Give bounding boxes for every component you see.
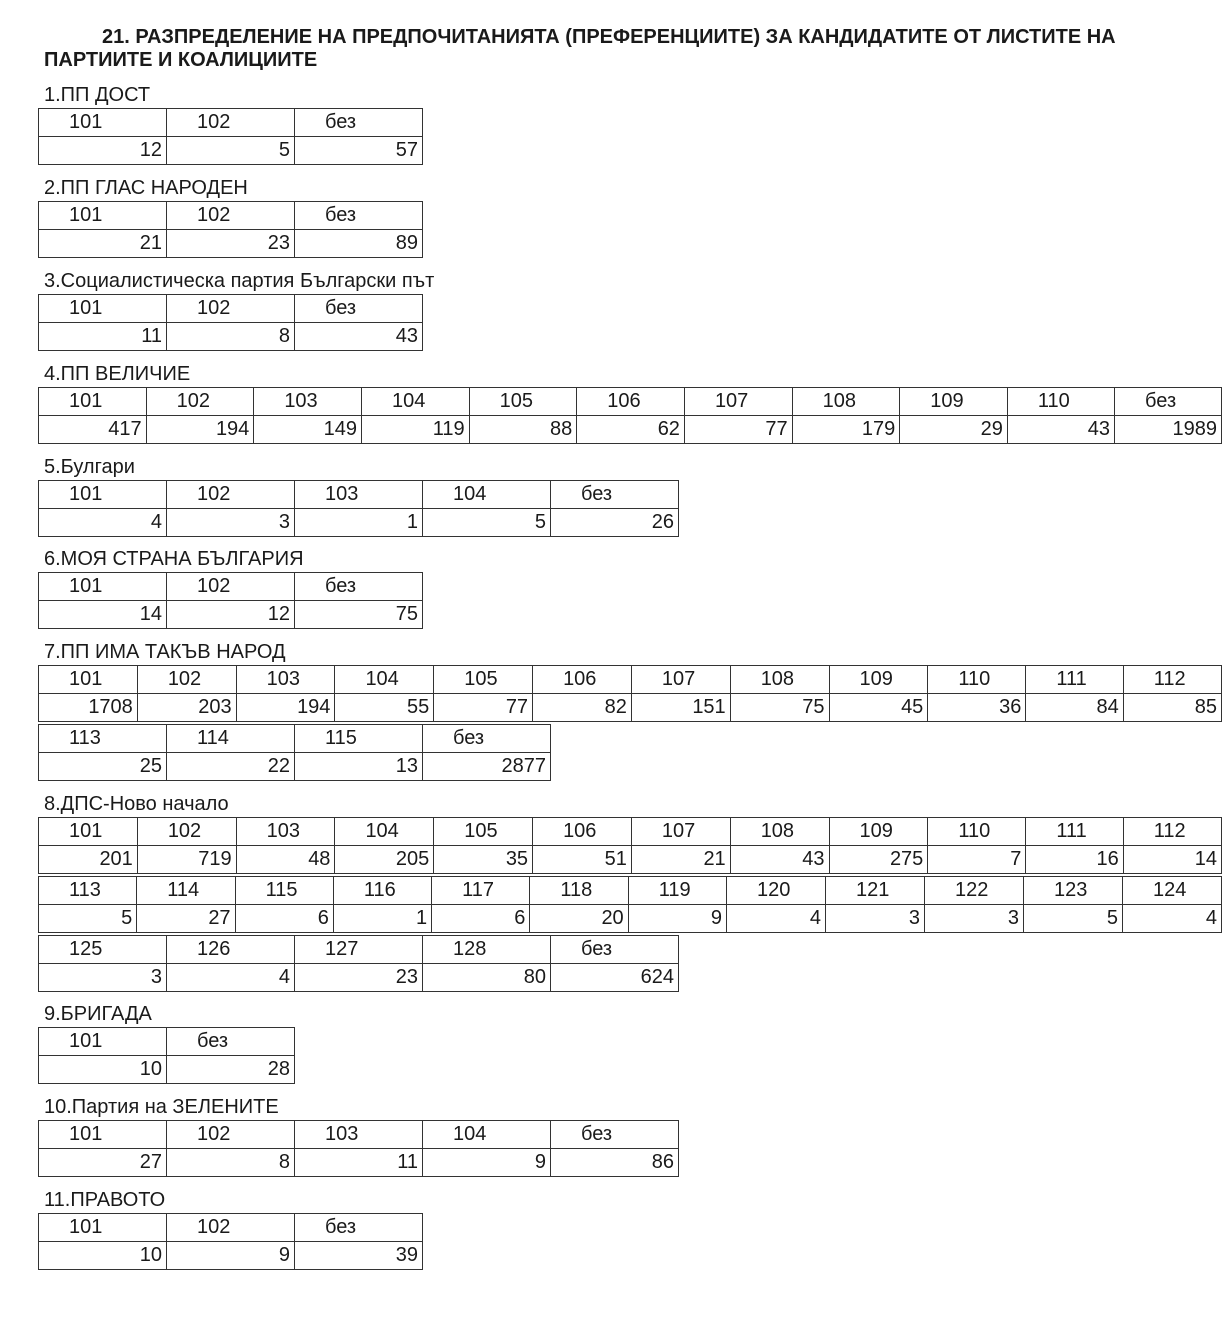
preference-count-cell: 3 [825,905,924,933]
candidate-number-cell: 102 [137,818,236,846]
candidate-number-cell: 104 [423,1121,551,1149]
vote-count-row [39,964,679,992]
candidate-number-cell: 112 [1123,818,1221,846]
preference-table [38,1120,679,1177]
candidate-number-cell: 128 [423,936,551,964]
candidate-number-cell: 107 [684,388,792,416]
preference-count-cell: 9 [167,1242,295,1270]
preference-count-cell: 4 [1122,905,1221,933]
preference-count-cell: 14 [39,601,167,629]
candidate-number-cell: 107 [631,666,730,694]
preference-count-cell: 6 [235,905,333,933]
candidate-number-cell: 118 [530,877,628,905]
page-title: 21. РАЗПРЕДЕЛЕНИЕ НА ПРЕДПОЧИТАНИЯТА (ПРЕФЕРЕНЦИИТЕ) ЗА КАНДИДАТИТЕ ОТ ЛИСТИТЕ НА ПАРТИИТЕ И КОАЛИЦИИТЕ [44,26,1116,71]
candidate-number-cell: 101 [39,388,147,416]
candidate-number-cell: 102 [167,109,295,137]
candidate-number-cell: 103 [236,818,335,846]
candidate-number-cell: 103 [295,481,423,509]
preference-count-cell: 3 [924,905,1023,933]
candidate-number-cell: 102 [167,1121,295,1149]
preference-count-cell: 2877 [423,753,551,781]
candidate-number-cell: без [295,1214,423,1242]
candidate-number-cell: 102 [167,481,295,509]
candidate-number-cell: 110 [928,818,1026,846]
party-name: 5.Булгари [44,456,135,478]
candidate-number-cell: 103 [254,388,362,416]
candidate-number-cell: 102 [167,295,295,323]
preference-table [38,817,1222,874]
preference-count-cell: 82 [533,694,632,722]
preference-count-cell: 23 [167,230,295,258]
candidate-number-cell: 102 [167,1214,295,1242]
preference-count-cell: 5 [39,905,137,933]
preference-count-cell: 1 [333,905,431,933]
preference-count-cell: 35 [434,846,533,874]
preference-count-cell: 719 [137,846,236,874]
candidate-number-row [39,573,423,601]
candidate-number-cell: 103 [236,666,335,694]
candidate-number-cell: 111 [1026,818,1123,846]
preference-count-cell: 23 [295,964,423,992]
candidate-number-row [39,725,551,753]
candidate-number-cell: 106 [577,388,685,416]
preference-count-cell: 275 [829,846,928,874]
vote-count-row [39,1056,295,1084]
candidate-number-cell: 108 [730,818,829,846]
candidate-number-cell: без [295,109,423,137]
candidate-number-cell: 106 [533,666,632,694]
preference-count-cell: 1708 [39,694,138,722]
preference-count-cell: 77 [434,694,533,722]
candidate-number-cell: 105 [469,388,577,416]
vote-count-row [39,1242,423,1270]
candidate-number-cell: без [1115,388,1222,416]
party-name: 10.Партия на ЗЕЛЕНИТЕ [44,1096,279,1118]
preference-table [38,724,551,781]
preference-count-cell: 43 [1007,416,1114,444]
preference-count-cell: 1989 [1115,416,1222,444]
candidate-number-cell: 107 [631,818,730,846]
party-name: 1.ПП ДОСТ [44,84,151,106]
candidate-number-cell: без [295,202,423,230]
candidate-number-cell: 119 [628,877,726,905]
candidate-number-cell: 122 [924,877,1023,905]
preference-table [38,480,679,537]
preference-count-cell: 8 [167,1149,295,1177]
candidate-number-cell: 105 [434,666,533,694]
preference-count-cell: 80 [423,964,551,992]
preference-count-cell: 51 [533,846,632,874]
preference-count-cell: 417 [39,416,147,444]
candidate-number-cell: без [551,936,679,964]
preference-table [38,108,423,165]
preference-count-cell: 36 [928,694,1026,722]
preference-count-cell: 43 [295,323,423,351]
candidate-number-row [39,1121,679,1149]
candidate-number-cell: 108 [730,666,829,694]
candidate-number-cell: 104 [423,481,551,509]
preference-table [38,387,1222,444]
candidate-number-row [39,481,679,509]
candidate-number-row [39,1214,423,1242]
preference-count-cell: 85 [1123,694,1221,722]
preference-table [38,665,1222,722]
candidate-number-cell: 108 [792,388,900,416]
preference-count-cell: 3 [39,964,167,992]
preference-count-cell: 624 [551,964,679,992]
preference-count-cell: 13 [295,753,423,781]
candidate-number-cell: 126 [167,936,295,964]
vote-count-row [39,905,1222,933]
candidate-number-cell: без [423,725,551,753]
candidate-number-cell: без [551,481,679,509]
candidate-number-cell: 101 [39,1214,167,1242]
party-name: 8.ДПС-Ново начало [44,793,229,815]
candidate-number-cell: 105 [434,818,533,846]
candidate-number-cell: 115 [235,877,333,905]
candidate-number-row [39,666,1222,694]
party-name: 7.ПП ИМА ТАКЪВ НАРОД [44,641,286,663]
candidate-number-cell: 116 [333,877,431,905]
candidate-number-cell: 102 [146,388,254,416]
candidate-number-cell: 114 [167,725,295,753]
preference-count-cell: 75 [295,601,423,629]
preference-count-cell: 4 [167,964,295,992]
preference-table [38,201,423,258]
candidate-number-cell: 104 [335,818,434,846]
preference-count-cell: 10 [39,1056,167,1084]
preference-count-cell: 5 [167,137,295,165]
vote-count-row [39,753,551,781]
preference-count-cell: 55 [335,694,434,722]
preference-count-cell: 8 [167,323,295,351]
preference-count-cell: 21 [39,230,167,258]
candidate-number-cell: 106 [533,818,632,846]
preference-count-cell: 88 [469,416,577,444]
preference-table [38,1027,295,1084]
candidate-number-cell: 125 [39,936,167,964]
candidate-number-cell: 121 [825,877,924,905]
candidate-number-cell: 117 [432,877,530,905]
preference-count-cell: 179 [792,416,900,444]
party-name: 3.Социалистическа партия Български път [44,270,435,292]
candidate-number-row [39,936,679,964]
preference-count-cell: 84 [1026,694,1123,722]
candidate-number-cell: 109 [829,666,928,694]
preference-count-cell: 25 [39,753,167,781]
preference-count-cell: 48 [236,846,335,874]
preference-count-cell: 86 [551,1149,679,1177]
preference-count-cell: 194 [146,416,254,444]
preference-count-cell: 77 [684,416,792,444]
candidate-number-cell: 101 [39,1121,167,1149]
candidate-number-cell: 103 [295,1121,423,1149]
candidate-number-cell: 101 [39,1028,167,1056]
preference-count-cell: 14 [1123,846,1221,874]
candidate-number-cell: без [167,1028,295,1056]
vote-count-row [39,846,1222,874]
preference-count-cell: 12 [167,601,295,629]
preference-count-cell: 6 [432,905,530,933]
preference-count-cell: 11 [39,323,167,351]
preference-count-cell: 11 [295,1149,423,1177]
preference-count-cell: 57 [295,137,423,165]
candidate-number-cell: 127 [295,936,423,964]
candidate-number-row [39,1028,295,1056]
vote-count-row [39,323,423,351]
vote-count-row [39,509,679,537]
candidate-number-cell: 112 [1123,666,1221,694]
preference-count-cell: 203 [137,694,236,722]
preference-count-cell: 149 [254,416,362,444]
preference-count-cell: 28 [167,1056,295,1084]
candidate-number-cell: 101 [39,666,138,694]
vote-count-row [39,1149,679,1177]
candidate-number-cell: 102 [167,573,295,601]
preference-count-cell: 10 [39,1242,167,1270]
candidate-number-cell: 101 [39,573,167,601]
party-name: 2.ПП ГЛАС НАРОДЕН [44,177,248,199]
candidate-number-cell: без [295,295,423,323]
candidate-number-row [39,109,423,137]
preference-count-cell: 75 [730,694,829,722]
candidate-number-cell: 102 [167,202,295,230]
candidate-number-cell: 110 [928,666,1026,694]
candidate-number-cell: 120 [726,877,825,905]
preference-count-cell: 4 [39,509,167,537]
candidate-number-cell: 104 [361,388,469,416]
candidate-number-row [39,877,1222,905]
preference-count-cell: 4 [726,905,825,933]
candidate-number-cell: 110 [1007,388,1114,416]
preference-count-cell: 7 [928,846,1026,874]
preference-count-cell: 194 [236,694,335,722]
preference-count-cell: 5 [423,509,551,537]
candidate-number-cell: 114 [137,877,235,905]
candidate-number-cell: 113 [39,725,167,753]
candidate-number-cell: 109 [829,818,928,846]
candidate-number-row [39,202,423,230]
preference-count-cell: 62 [577,416,685,444]
candidate-number-cell: 102 [137,666,236,694]
candidate-number-cell: 101 [39,481,167,509]
preference-count-cell: 1 [295,509,423,537]
preference-table [38,935,679,992]
vote-count-row [39,137,423,165]
candidate-number-cell: 124 [1122,877,1221,905]
preference-count-cell: 22 [167,753,295,781]
preference-count-cell: 27 [39,1149,167,1177]
candidate-number-cell: 104 [335,666,434,694]
vote-count-row [39,694,1222,722]
preference-count-cell: 205 [335,846,434,874]
preference-table [38,1213,423,1270]
candidate-number-cell: без [551,1121,679,1149]
preference-count-cell: 29 [900,416,1008,444]
party-name: 6.МОЯ СТРАНА БЪЛГАРИЯ [44,548,304,570]
party-name: 4.ПП ВЕЛИЧИЕ [44,363,191,385]
preference-count-cell: 12 [39,137,167,165]
preference-count-cell: 89 [295,230,423,258]
candidate-number-cell: 101 [39,109,167,137]
candidate-number-cell: 113 [39,877,137,905]
preference-table [38,294,423,351]
preference-count-cell: 151 [631,694,730,722]
preference-count-cell: 39 [295,1242,423,1270]
candidate-number-cell: 101 [39,202,167,230]
preference-count-cell: 16 [1026,846,1123,874]
vote-count-row [39,601,423,629]
preference-count-cell: 45 [829,694,928,722]
party-name: 11.ПРАВОТО [44,1189,166,1211]
candidate-number-cell: 109 [900,388,1008,416]
candidate-number-cell: 101 [39,295,167,323]
preference-table [38,572,423,629]
candidate-number-row [39,818,1222,846]
candidate-number-cell: 111 [1026,666,1123,694]
candidate-number-row [39,388,1222,416]
preference-count-cell: 26 [551,509,679,537]
preference-count-cell: 21 [631,846,730,874]
party-name: 9.БРИГАДА [44,1003,152,1025]
preference-count-cell: 20 [530,905,628,933]
preference-count-cell: 43 [730,846,829,874]
preference-count-cell: 201 [39,846,138,874]
candidate-number-cell: 115 [295,725,423,753]
preference-count-cell: 27 [137,905,235,933]
preference-count-cell: 3 [167,509,295,537]
preference-count-cell: 119 [361,416,469,444]
candidate-number-cell: 123 [1023,877,1122,905]
preference-count-cell: 9 [423,1149,551,1177]
candidate-number-cell: 101 [39,818,138,846]
candidate-number-row [39,295,423,323]
preference-table [38,876,1222,933]
preference-count-cell: 5 [1023,905,1122,933]
vote-count-row [39,230,423,258]
preference-count-cell: 9 [628,905,726,933]
candidate-number-cell: без [295,573,423,601]
vote-count-row [39,416,1222,444]
